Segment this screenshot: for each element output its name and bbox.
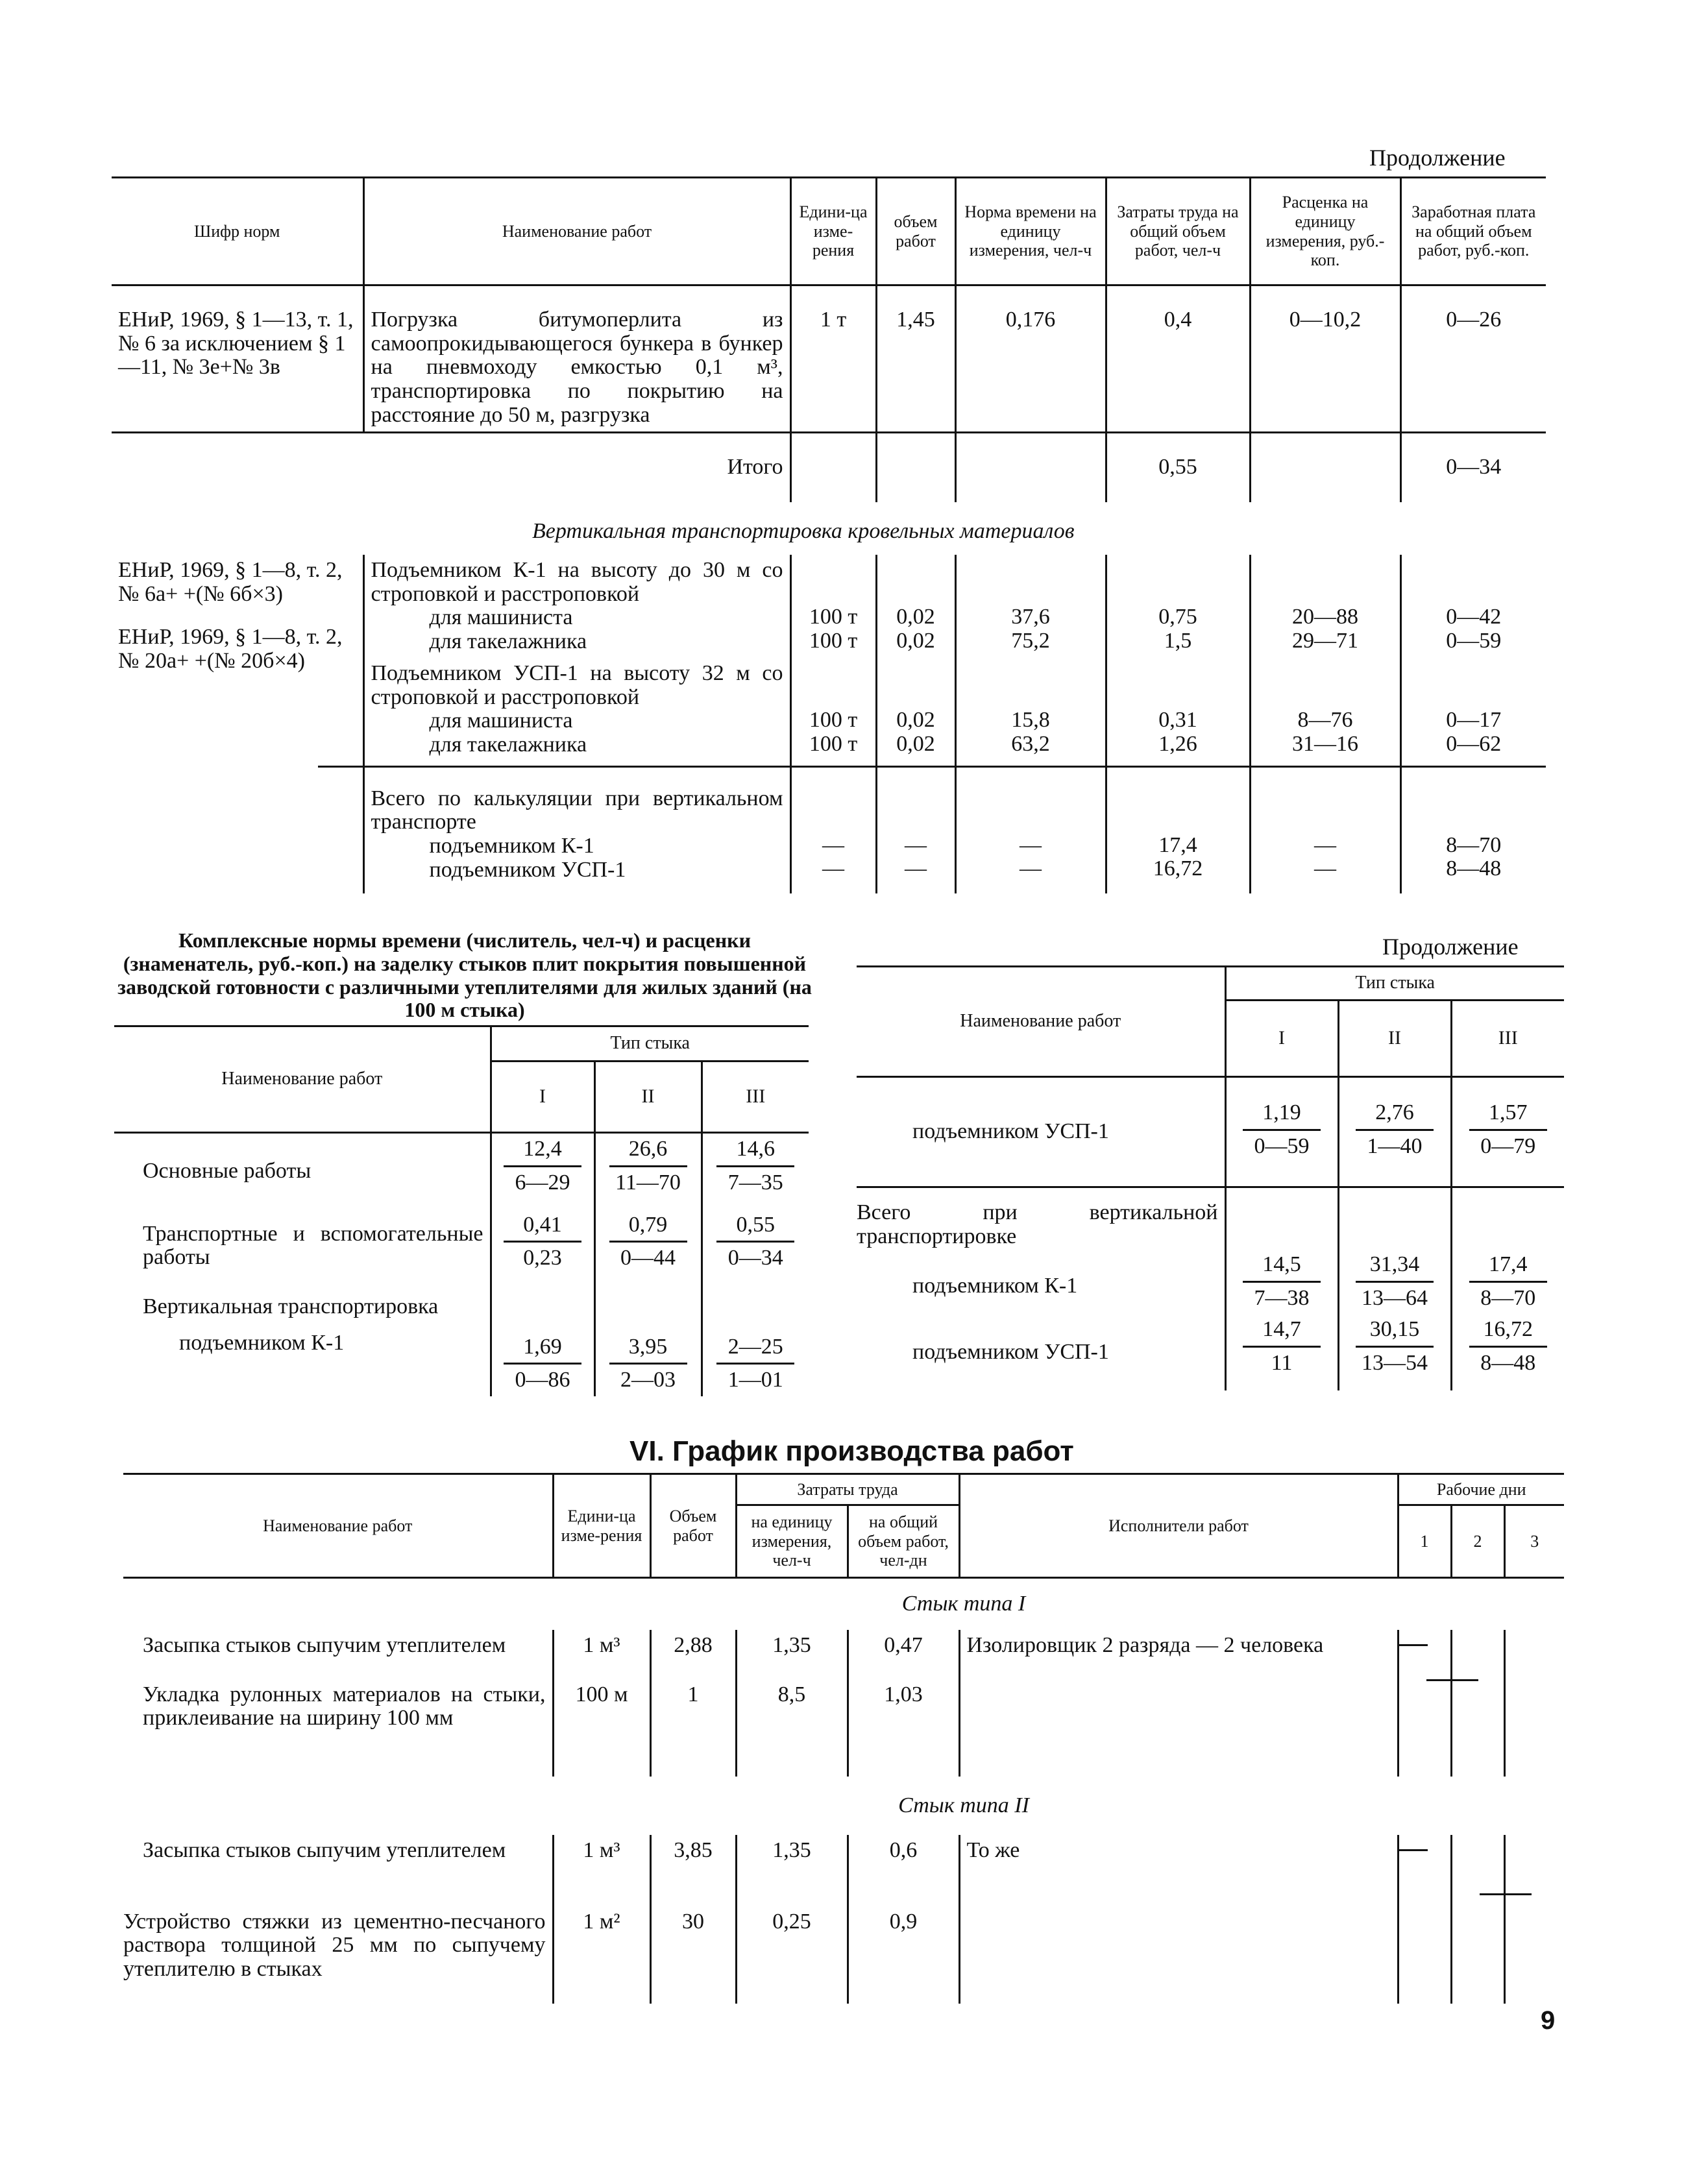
frac-den: 0,23 (523, 1246, 562, 1270)
frac-num: 1,69 (504, 1335, 581, 1365)
complex2-type-3: III (1451, 1001, 1564, 1077)
header-labor: Затраты труда на общий объем работ, чел-ч (1106, 178, 1250, 285)
frac-num: 0,79 (609, 1213, 687, 1243)
summary-sub2: подъемником УСП-1 (429, 857, 626, 882)
summary-dash: — (905, 856, 927, 881)
schedule-table (123, 1473, 1564, 2004)
row1-rate: 0—10,2 (1250, 285, 1400, 433)
summary-labor1: 17,4 (1158, 832, 1197, 857)
summary-dash: — (1314, 832, 1336, 857)
frac-den: 0—86 (515, 1368, 570, 1392)
header-norm: Норма времени на единицу измерения, чел-ч (955, 178, 1106, 285)
sched-h-name: Наименование работ (123, 1474, 553, 1578)
frac-num: 16,72 (1469, 1318, 1547, 1348)
total-labor: 0,55 (1106, 432, 1250, 502)
frac-den: 13—54 (1362, 1351, 1428, 1376)
g1-row1-vol: 2,88 (650, 1630, 736, 1679)
summary-sub1: подъемником К-1 (429, 833, 594, 858)
summary-wage2: 8—48 (1446, 856, 1502, 881)
frac-den: 8—48 (1480, 1351, 1536, 1376)
summary-labor2: 16,72 (1153, 856, 1203, 881)
vertical-table (112, 555, 1546, 893)
complex-row1-name: Основные работы (143, 1158, 312, 1183)
complex-continuation: Продолжение (1382, 934, 1519, 960)
total-wage: 0—34 (1400, 432, 1546, 502)
g1-row2-name: Укладка рулонных материалов на стыки, приклеивание на ширину 100 мм (143, 1682, 546, 1730)
frac-num: 12,4 (504, 1137, 581, 1167)
row2-vol1: 0,02 (896, 605, 935, 629)
complex-h-name: Наименование работ (114, 1026, 491, 1133)
complex-table-right (857, 965, 1564, 1390)
gantt-bar (1480, 1893, 1506, 1895)
summary-dash: — (822, 856, 844, 881)
rule-gap (112, 766, 318, 770)
row1-unit: 1 т (790, 285, 876, 433)
row3-labor2: 1,26 (1158, 732, 1197, 757)
g2-row2-vol: 30 (650, 1906, 736, 2004)
row2-unit1: 100 т (809, 605, 858, 629)
sched-day-2: 2 (1451, 1505, 1504, 1578)
complex-type-1: I (491, 1062, 594, 1133)
row3-vol2: 0,02 (896, 732, 935, 757)
sched-group2: Стык типа II (898, 1793, 1029, 1817)
summary-dash: — (905, 832, 927, 857)
sched-group1: Стык типа I (901, 1592, 1026, 1616)
gantt-bar (1399, 1644, 1428, 1646)
frac-den: 7—35 (727, 1170, 783, 1195)
frac-den: 7—38 (1254, 1285, 1310, 1310)
frac-den: 11—70 (615, 1170, 681, 1195)
row2-rate2: 29—71 (1292, 628, 1358, 653)
row2-sub1: для машиниста (429, 605, 573, 630)
summary-wage1: 8—70 (1446, 832, 1502, 857)
frac-den: 6—29 (515, 1170, 570, 1195)
complex-row3-sub: подъемником К-1 (179, 1331, 345, 1355)
header-wage: Заработная плата на общий объем работ, руб.-коп. (1400, 178, 1546, 285)
g2-row1-exec: То же (959, 1835, 1398, 1906)
complex2-row1-name: подъемником УСП-1 (912, 1119, 1109, 1144)
frac-num: 0,41 (504, 1213, 581, 1243)
sched-h-l1: на единицу измерения, чел-ч (736, 1505, 848, 1578)
header-unit: Едини-ца изме-рения (790, 178, 876, 285)
sched-day-1: 1 (1398, 1505, 1451, 1578)
header-name: Наименование работ (363, 178, 790, 285)
gantt-bar (1426, 1679, 1452, 1681)
row3-rate2: 31—16 (1292, 732, 1358, 757)
header-volume: объем работ (876, 178, 955, 285)
row2-labor1: 0,75 (1158, 605, 1197, 629)
row3-unit1: 100 т (809, 708, 858, 733)
frac-num: 14,7 (1243, 1318, 1321, 1348)
frac-den: 1—01 (727, 1368, 783, 1392)
complex-row2-name: Транспортные и вспомогательные работы (143, 1221, 483, 1270)
gantt-bar (1399, 1849, 1428, 1851)
g2-row2-unit: 1 м² (553, 1906, 650, 2004)
g2-row1-name: Засыпка стыков сыпучим утеплителем (143, 1838, 506, 1862)
frac-den: 11 (1271, 1351, 1293, 1376)
row3-code: ЕНиР, 1969, § 1—8, т. 2, № 20а+ +(№ 20б×4) (118, 625, 343, 673)
g2-row1-l1: 1,35 (736, 1835, 848, 1906)
frac-num: 3,95 (609, 1335, 687, 1365)
frac-num: 1,57 (1469, 1101, 1547, 1131)
complex-table-left (114, 1025, 809, 1396)
gantt-bar (1506, 1893, 1532, 1895)
continuation-label: Продолжение (1369, 145, 1506, 171)
g1-row1-l1: 1,35 (736, 1630, 848, 1679)
schedule-title: VI. График производства работ (629, 1435, 1074, 1467)
frac-num: 17,4 (1469, 1253, 1547, 1283)
sched-h-l2: на общий объем работ, чел-дн (848, 1505, 959, 1578)
complex2-row2-sub: подъемником К-1 (912, 1274, 1078, 1298)
frac-num: 2,76 (1356, 1101, 1434, 1131)
complex-type-2: II (594, 1062, 702, 1133)
frac-num: 30,15 (1356, 1318, 1434, 1348)
complex-title: Комплексные нормы времени (числитель, чел-ч) и расценки (знаменатель, руб.-коп.) на заделку стыков плит покрытия повышенной заводской готовности с различными утеплителями для жилых зданий (на 100 м стыка) (117, 928, 812, 1022)
row3-name: Подъемником УСП-1 на высоту 32 м со строповкой и расстроповкой (371, 661, 783, 709)
gantt-bar (1452, 1679, 1478, 1681)
summary-dash: — (1314, 856, 1336, 881)
frac-num: 0,55 (716, 1213, 794, 1243)
row2-labor2: 1,5 (1164, 628, 1192, 653)
complex2-h-name: Наименование работ (857, 967, 1225, 1077)
complex2-h-type: Тип стыка (1225, 967, 1564, 1001)
row3-wage1: 0—17 (1446, 708, 1502, 733)
complex2-type-1: I (1225, 1001, 1338, 1077)
row3-unit2: 100 т (809, 732, 858, 757)
frac-num: 1,19 (1243, 1101, 1321, 1131)
g1-row1-exec: Изолировщик 2 разряда — 2 человека (959, 1630, 1398, 1679)
row3-sub1: для машиниста (429, 709, 573, 733)
g1-row1-name: Засыпка стыков сыпучим утеплителем (143, 1632, 506, 1657)
summary-dash: — (1020, 832, 1042, 857)
row1-volume: 1,45 (876, 285, 955, 433)
row3-labor1: 0,31 (1158, 708, 1197, 733)
g2-row1-l2: 0,6 (848, 1835, 959, 1906)
row2-unit2: 100 т (809, 628, 858, 653)
row3-norm1: 15,8 (1011, 708, 1050, 733)
frac-den: 0—34 (727, 1246, 783, 1270)
row2-norm1: 37,6 (1011, 605, 1050, 629)
complex-row3-name: Вертикальная транспортировка (143, 1294, 439, 1318)
complex2-row2-name: Всего при вертикальной транспортировке (857, 1200, 1218, 1248)
row3-norm2: 63,2 (1011, 732, 1050, 757)
g2-row1-vol: 3,85 (650, 1835, 736, 1906)
row1-name: Погрузка битумоперлита из самоопрокидывающегося бункера в бункер на пневмоходу емкостью 0,1 м³, транспортировка по покрытию на расстояние до 50 м, разгрузка (363, 285, 790, 433)
row2-vol2: 0,02 (896, 628, 935, 653)
sched-h-vol: Объем работ (650, 1474, 736, 1578)
row3-rate1: 8—76 (1297, 708, 1353, 733)
row2-name: Подъемником К-1 на высоту до 30 м со строповкой и расстроповкой (371, 558, 783, 606)
frac-den: 13—64 (1362, 1285, 1428, 1310)
calc-table (112, 176, 1546, 502)
frac-num: 2—25 (716, 1335, 794, 1365)
frac-num: 14,6 (716, 1137, 794, 1167)
complex-type-3: III (702, 1062, 809, 1133)
row2-norm2: 75,2 (1011, 628, 1050, 653)
g1-row1-unit: 1 м³ (553, 1630, 650, 1679)
g1-row2-l2: 1,03 (848, 1679, 959, 1777)
complex2-row3-name: подъемником УСП-1 (912, 1340, 1109, 1365)
sched-h-exec: Исполнители работ (959, 1474, 1398, 1578)
g1-row2-vol: 1 (650, 1679, 736, 1777)
complex-h-type: Тип стыка (491, 1026, 809, 1062)
frac-den: 0—59 (1254, 1134, 1310, 1158)
summary-dash: — (1020, 856, 1042, 881)
row2-wage1: 0—42 (1446, 605, 1502, 629)
g1-row2-unit: 100 м (553, 1679, 650, 1777)
frac-den: 1—40 (1367, 1134, 1423, 1158)
frac-den: 0—79 (1480, 1134, 1536, 1158)
sched-h-unit: Едини-ца изме-рения (553, 1474, 650, 1578)
sched-h-labor: Затраты труда (736, 1474, 959, 1505)
vertical-transport-title: Вертикальная транспортировка кровельных материалов (532, 519, 1075, 543)
g2-row2-l2: 0,9 (848, 1906, 959, 2004)
row1-code: ЕНиР, 1969, § 1—13, т. 1, № 6 за исключением § 1—11, № 3е+№ 3в (118, 308, 354, 380)
frac-den: 2—03 (620, 1368, 676, 1392)
row3-vol1: 0,02 (896, 708, 935, 733)
row2-rate1: 20—88 (1292, 605, 1358, 629)
row3-wage2: 0—62 (1446, 732, 1502, 757)
frac-num: 14,5 (1243, 1253, 1321, 1283)
complex2-type-2: II (1338, 1001, 1451, 1077)
row1-wage: 0—26 (1400, 285, 1546, 433)
header-rate: Расценка на единицу измерения, руб.-коп. (1250, 178, 1400, 285)
g2-row2-l1: 0,25 (736, 1906, 848, 2004)
g2-row2-name: Устройство стяжки из цементно-песчаного раствора толщиной 25 мм по сыпучему утеплителю в стыках (123, 1909, 546, 1981)
sched-day-3: 3 (1504, 1505, 1564, 1578)
sched-h-days: Рабочие дни (1398, 1474, 1564, 1505)
total-label: Итого (727, 455, 783, 479)
frac-num: 31,34 (1356, 1253, 1434, 1283)
g1-row2-l1: 8,5 (736, 1679, 848, 1777)
row2-sub2: для такелажника (429, 629, 587, 654)
g2-row1-unit: 1 м³ (553, 1835, 650, 1906)
summary-name: Всего по калькуляции при вертикальном транспорте (371, 786, 783, 834)
frac-den: 8—70 (1480, 1285, 1536, 1310)
row3-sub2: для такелажника (429, 733, 587, 757)
row2-wage2: 0—59 (1446, 628, 1502, 653)
frac-num: 26,6 (609, 1137, 687, 1167)
g1-row1-l2: 0,47 (848, 1630, 959, 1679)
row2-code: ЕНиР, 1969, § 1—8, т. 2, № 6а+ +(№ 6б×3) (118, 558, 343, 606)
frac-den: 0—44 (620, 1246, 676, 1270)
summary-dash: — (822, 832, 844, 857)
row1-labor: 0,4 (1106, 285, 1250, 433)
header-code: Шифр норм (194, 221, 280, 241)
row1-norm: 0,176 (955, 285, 1106, 433)
page-number: 9 (1541, 2006, 1556, 2035)
